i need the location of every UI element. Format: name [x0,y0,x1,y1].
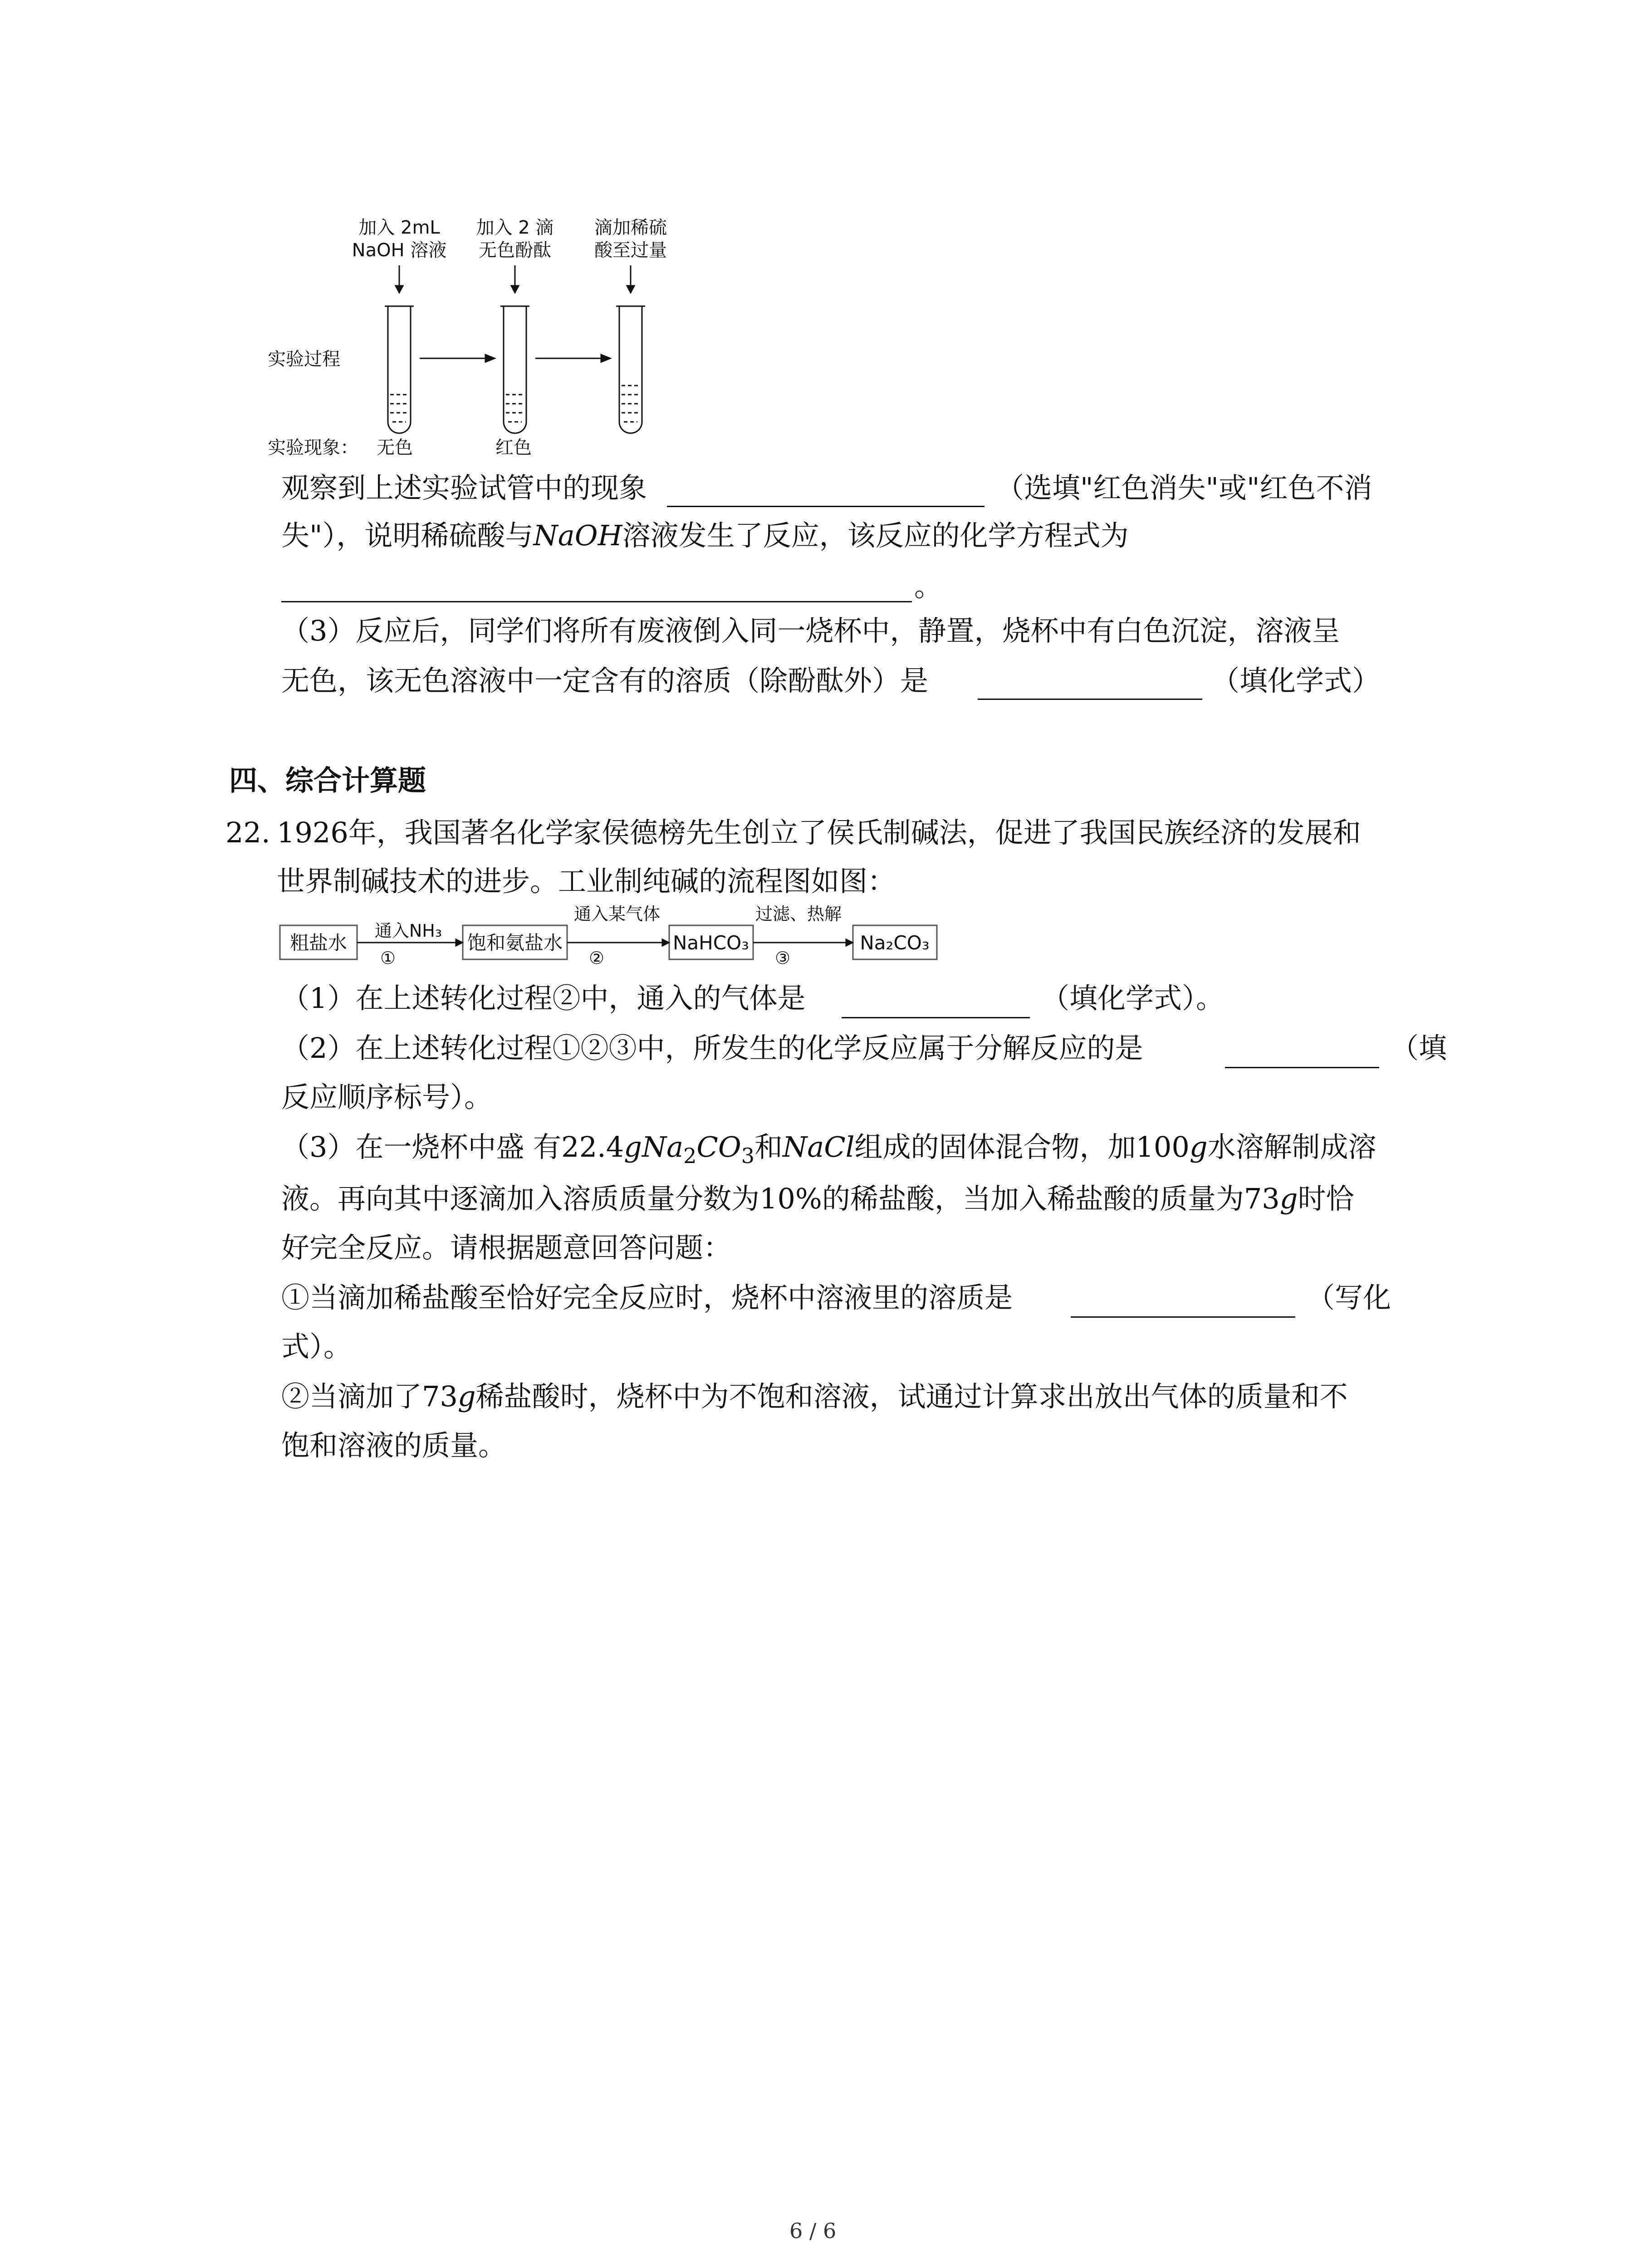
part3-line1: （3）反应后，同学们将所有废液倒入同一烧杯中，静置，烧杯中有白色沉淀，溶液呈 [281,614,1340,647]
phenomenon-1: 无色 [377,437,413,458]
flow-box2-text: 饱和氨盐水 [467,932,563,954]
naoh-formula: NaOH [533,519,622,552]
q22-q1a: ①当滴加稀盐酸至恰好完全反应时，烧杯中溶液里的溶质是 [281,1281,1013,1314]
q22-q1b: （写化 [1307,1281,1391,1314]
step3-line2: 酸至过量 [594,240,667,261]
part2-blank-phenomenon[interactable] [667,506,985,507]
flow-box4-text: Na₂CO₃ [860,932,930,954]
section4-heading: 四、综合计算题 [229,764,426,797]
part3-line2b: （填化学式） [1211,664,1381,697]
q22-intro-2: 世界制碱技术的进步。工业制纯碱的流程图如图： [277,865,896,898]
q22-sub1a: （1）在上述转化过程②中，通入的气体是 [281,982,806,1015]
soda-ash-flow-diagram [279,903,941,971]
step2-line1: 加入 2 滴 [476,217,554,238]
test-tube-1 [385,306,414,433]
q22-sub2c: 反应顺序标号）。 [281,1080,493,1114]
step1-line1: 加入 2mL [358,217,440,238]
q22-q2-line1: ②当滴加了73g稀盐酸时，烧杯中为不饱和溶液，试通过计算求出放出气体的质量和不 [281,1380,1348,1413]
q22-q1c: 式）。 [281,1330,352,1363]
part2-line2a: 失"），说明稀硫酸与 [281,519,534,552]
flow-arrow3-top: 过滤、热解 [755,904,842,924]
flow-arrow1-top: 通入NH₃ [374,921,442,941]
part3-line2a: 无色，该无色溶液中一定含有的溶质（除酚酞外）是 [281,664,929,697]
process-label: 实验过程 [268,349,340,370]
q22-sub3-line2: 液。再向其中逐滴加入溶质质量分数为10%的稀盐酸，当加入稀盐酸的质量为73g时恰 [281,1182,1354,1215]
step1-line2: NaOH 溶液 [352,240,447,261]
q22-sub2a: （2）在上述转化过程①②③中，所发生的化学反应属于分解反应的是 [281,1031,1143,1065]
q22-sub1b: （填化学式）。 [1041,982,1225,1015]
q22-number: 22. [225,816,270,849]
flow-box1-text: 粗盐水 [289,932,348,954]
q22-intro-1: 1926年，我国著名化学家侯德榜先生创立了侯氏制碱法，促进了我国民族经济的发展和 [277,816,1361,849]
q22-sub3-line3: 好完全反应。请根据题意回答问题： [281,1231,732,1264]
test-tube-2 [500,306,529,433]
q22-blank-gas[interactable] [842,1017,1030,1018]
flow-box3-text: NaHCO₃ [673,932,749,954]
step2-line2: 无色酚酞 [479,240,551,261]
part2-line1b: （选填"红色消失"或"红色不消 [996,471,1372,504]
part3-blank-solute[interactable] [978,699,1202,700]
phenomenon-label: 实验现象： [268,437,358,458]
phenomenon-2: 红色 [495,437,532,458]
flow-arrow2-top: 通入某气体 [573,904,661,924]
page-number: 6 / 6 [789,2219,837,2243]
q22-sub2b: （填 [1391,1031,1447,1065]
part2-line2 [281,519,1129,552]
q22-q2c: 饱和溶液的质量。 [281,1429,507,1462]
test-tube-3 [616,306,645,433]
experiment-figure [263,213,717,467]
part2-line3-end: 。 [914,570,943,603]
q22-blank-solute[interactable] [1071,1316,1295,1318]
q22-blank-decomposition[interactable] [1225,1067,1379,1068]
flow-arrow1-bottom: ① [380,948,396,968]
step3-line1: 滴加稀硫 [594,217,667,238]
flow-arrow3-bottom: ③ [774,948,791,968]
q22-sub3-line1: （3）在一烧杯中盛 有$22.4gNa_2CO_3$和NaCl组成的固体混合物，加100g水溶解制成溶 [281,1130,1376,1168]
part2-line1a: 观察到上述实验试管中的现象 [281,471,647,504]
part2-blank-equation[interactable] [281,601,912,602]
flow-arrow2-bottom: ② [588,948,605,968]
part2-line2b: 溶液发生了反应，该反应的化学方程式为 [622,519,1129,552]
